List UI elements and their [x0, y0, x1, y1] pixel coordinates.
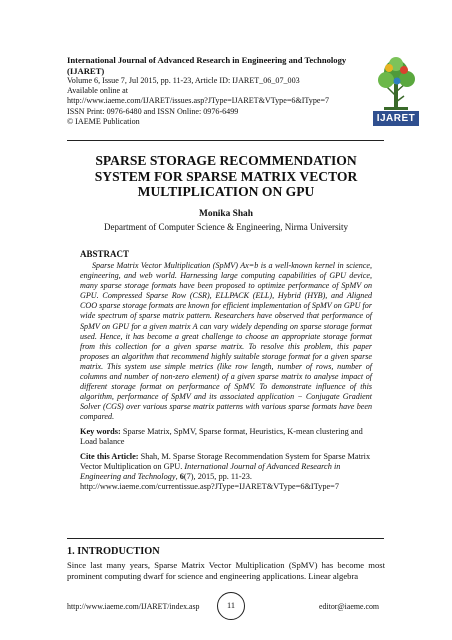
page-number: 11	[217, 592, 245, 620]
author-name: Monika Shah	[199, 209, 253, 219]
header-rule	[67, 140, 384, 141]
volume-line: Volume 6, Issue 7, Jul 2015, pp. 11-23, Article ID: IJARET_06_07_003	[67, 76, 300, 85]
cite-journal: International Journal of Advanced Research in Engineering and Technology	[80, 462, 341, 482]
title-line: SYSTEM FOR SPARSE MATRIX VECTOR	[94, 168, 358, 184]
cite-volume: 6	[179, 472, 184, 482]
footer-email[interactable]: editor@iaeme.com	[319, 602, 380, 611]
available-online-line: Available online at	[67, 86, 128, 96]
abstract-heading: ABSTRACT	[80, 249, 130, 259]
abstract-text: Sparse Matrix Vector Multiplication (SpMV) Ax=b is a well-known kernel in science, engineering, and web world. Harnessing large computing capabilities of GPU device, many sparse storage formats have been proposed to optimize performance of SpMV on GPU. Compressed Sparse Row (CSR), ELLPACK (ELL), Hybrid (HYB), and Aligned COO sparse storage formats are known for efficient implementation of SpMV on GPU for wide spectrum of sparse matrix pattern. Researchers have observed that performance of SpMV on GPU for a given matrix A can vary widely depending on sparse storage format used. Hence, it has become a great challenge to choose an appropriate storage format from this collection for a given sparse matrix. To resolve this problem, this paper proposes an algorithm that recommend highly suitable storage format for a given sparse matrix. This system use simple metrics (like row length, number of rows, number of columns and number of non-zero element) of a given sparse matrix to analyse impact of different storage format on performance of SpMV. To demonstrate influence of this algorithm, performance of SpMV and its associated application − Conjugate Gradient Solver (CGS) over various sparse matrix patterns with various sparse formats have been compared.	[80, 261, 372, 422]
section-heading: 1. INTRODUCTION	[67, 546, 160, 557]
tree-logo-icon	[375, 56, 417, 112]
cite-url[interactable]: http://www.iaeme.com/currentissue.asp?JType=IJARET&VType=6&IType=7	[80, 482, 339, 492]
ijaret-logo	[375, 56, 417, 136]
author-affiliation: Department of Computer Science & Engineering, Nirma University	[104, 222, 348, 232]
abstract-block	[80, 249, 372, 492]
title-line: MULTIPLICATION ON GPU	[137, 184, 315, 199]
cite-label: Cite this Article:	[80, 451, 139, 461]
title-line: SPARSE STORAGE RECOMMENDATION	[95, 153, 357, 168]
section-rule	[67, 538, 384, 539]
citation: Cite this Article: Shah, M. Sparse Storage Recommendation System for Sparse Matrix Vector Multiplication on GPU. International Journal of Advanced Research in Engineering and Technology, 6(7), 2015, pp. 11-23. http://www.iaeme.com/currentissue.asp?JType=IJARET&VType=6&IType=7	[80, 451, 371, 492]
issue-url-line[interactable]: http://www.iaeme.com/IJARET/issues.asp?JType=IJARET&VType=6&IType=7	[67, 96, 330, 106]
paper-title	[52, 153, 400, 200]
cite-rest: (7), 2015, pp. 11-23.	[183, 472, 253, 482]
logo-text: IJARET	[373, 111, 419, 126]
copyright-line: © IAEME Publication	[67, 116, 140, 126]
journal-title: International Journal of Advanced Research in Engineering and Technology (IJARET)	[67, 55, 347, 76]
footer-url[interactable]: http://www.iaeme.com/IJARET/index.asp	[67, 602, 200, 611]
keywords	[80, 427, 372, 447]
keywords-label: Key words:	[80, 426, 121, 436]
keywords-text: Sparse Matrix, SpMV, Sparse format, Heuristics, K-mean clustering and Load balance	[80, 426, 363, 446]
section-text: Since last many years, Sparse Matrix Vector Multiplication (SpMV) has become most prominent computing dwarf for science and engineering applications. Linear algebra	[67, 560, 385, 581]
cite-text: Shah, M. Sparse Storage Recommendation System for Sparse Matrix Vector Multiplication on GPU.	[80, 451, 371, 471]
journal-header	[67, 55, 367, 127]
issn-line: ISSN Print: 0976-6480 and ISSN Online: 0976-6499	[67, 106, 239, 116]
